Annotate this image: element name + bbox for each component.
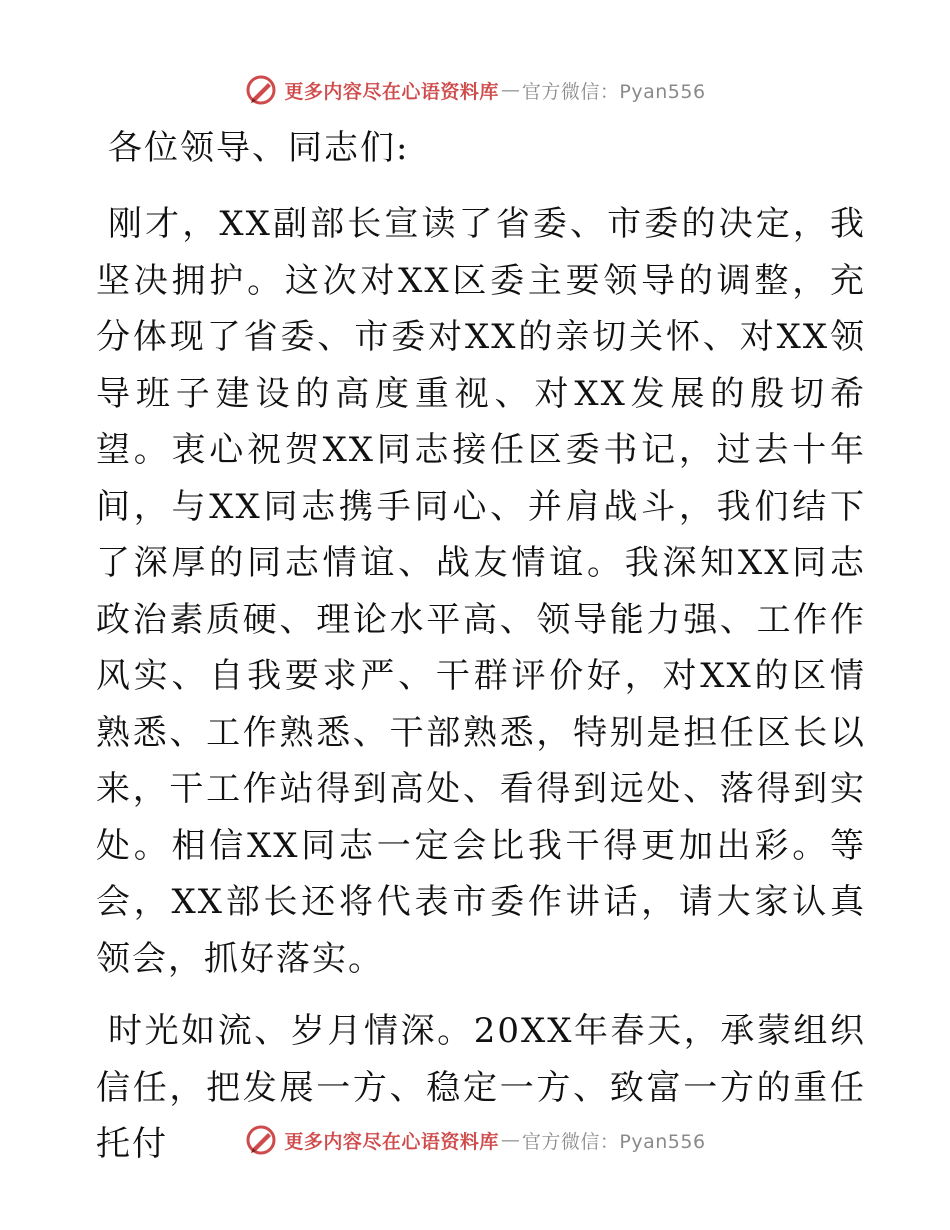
document-paragraph-1: 刚才，XX副部长宣读了省委、市委的决定，我坚决拥护。这次对XX区委主要领导的调整，充分体现了省委、市委对XX的亲切关怀、对XX领导班子建设的高度重视、对XX发展的殷切希望。衷心祝贺XX同志接任区委书记，过去十年间，与XX同志携手同心、并肩战斗，我们结下了深厚的同志情谊、战友情谊。我深知XX同志政治素质硬、理论水平高、领导能力强、工作作风实、自我要求严、干群评价好，对XX的区情熟悉、工作熟悉、干部熟悉，特别是担任区长以来，干工作站得到高处、看得到远处、落得到实处。相信XX同志一定会比我干得更加出彩。等会，XX部长还将代表市委作讲话，请大家认真领会，抓好落实。 — [96, 204, 866, 979]
pen-circle-icon — [244, 73, 278, 107]
banner-dash: — — [500, 1129, 520, 1151]
pen-circle-icon — [244, 1123, 278, 1157]
banner-brand-text: 更多内容尽在心语资料库 — [284, 1130, 499, 1153]
document-body — [96, 120, 866, 1189]
document-greeting: 各位领导、同志们: — [108, 128, 410, 168]
banner-dash: — — [500, 79, 520, 101]
banner-brand-text: 更多内容尽在心语资料库 — [284, 80, 499, 103]
footer-watermark-banner — [0, 1120, 950, 1160]
banner-wechat-text: 官方微信：Pyan556 — [521, 1130, 706, 1153]
header-watermark-banner — [0, 70, 950, 110]
banner-wechat-text: 官方微信：Pyan556 — [521, 80, 706, 103]
document-paragraph-2: 时光如流、岁月情深。20XX年春天，承蒙组织信任，把发展一方、稳定一方、致富一方的重任托付 — [96, 1011, 866, 1164]
